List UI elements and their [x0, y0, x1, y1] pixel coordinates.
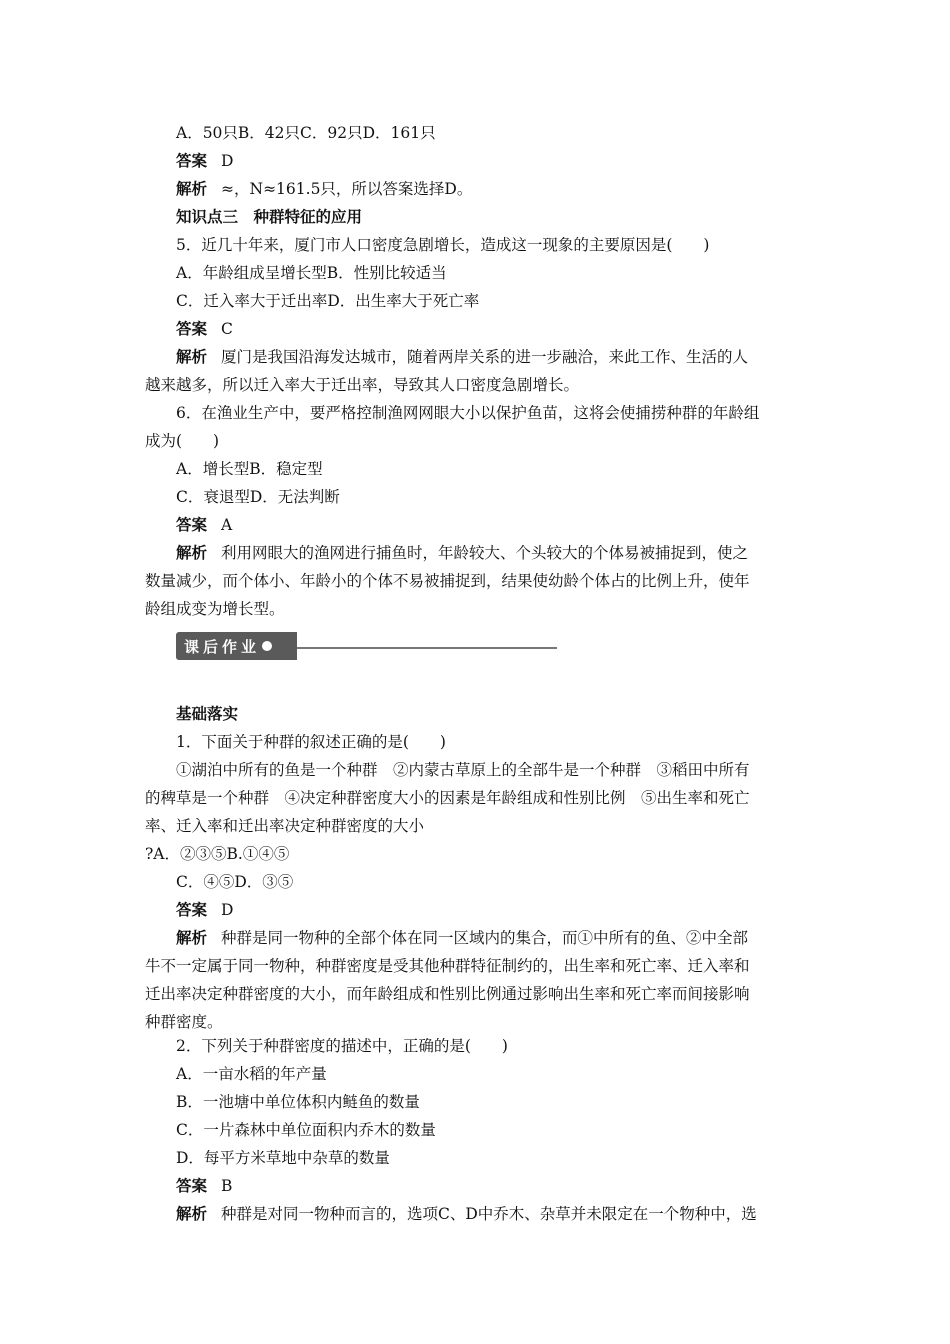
analysis-label: 解析 — [176, 928, 208, 947]
hw1-analysis-cont2: 迁出率决定种群密度的大小，而年龄组成和性别比例通过影响出生率和死亡率而间接影响 — [145, 985, 750, 1003]
analysis-text: 厦门是我国沿海发达城市，随着两岸关系的进一步融洽，来此工作、生活的人 — [221, 348, 749, 366]
q6-analysis — [176, 543, 748, 563]
analysis-label: 解析 — [176, 347, 208, 366]
analysis-text: 种群是对同一物种而言的，选项C、D中乔木、杂草并未限定在一个物种中，选 — [221, 1205, 757, 1223]
hw1-stem: 1．下面关于种群的叙述正确的是( ) — [176, 733, 446, 751]
hw2-option-c: C．一片森林中单位面积内乔木的数量 — [176, 1121, 436, 1139]
answer-label: 答案 — [176, 1176, 208, 1195]
hw1-analysis-cont: 牛不一定属于同一物种，种群密度是受其他种群特征制约的，出生率和死亡率、迁入率和 — [145, 957, 750, 975]
q5-options-ab: A．年龄组成呈增长型B．性别比较适当 — [176, 264, 447, 282]
analysis-text: 种群是同一物种的全部个体在同一区域内的集合，而①中所有的鱼、②中全部 — [221, 929, 749, 947]
banner-rule — [297, 647, 557, 649]
hw2-stem: 2．下列关于种群密度的描述中，正确的是( ) — [176, 1037, 508, 1055]
hw1-analysis-cont3: 种群密度。 — [145, 1013, 223, 1031]
hw2-option-b: B．一池塘中单位体积内鲢鱼的数量 — [176, 1093, 420, 1111]
q6-options-ab: A．增长型B．稳定型 — [176, 460, 323, 478]
hw1-analysis — [176, 928, 748, 948]
hw1-options-cd: C．④⑤D．③⑤ — [176, 873, 294, 891]
hw1-options-ab: ?A．②③⑤B.①④⑤ — [145, 845, 290, 863]
q6-stem-cont: 成为( ) — [145, 432, 220, 450]
answer-label: 答案 — [176, 151, 208, 170]
answer-value: C — [221, 320, 233, 338]
q5-analysis-cont: 越来越多，所以迁入率大于迁出率，导致其人口密度急剧增长。 — [145, 376, 580, 394]
hw2-option-d: D．每平方米草地中杂草的数量 — [176, 1149, 390, 1167]
q4-answer — [176, 151, 233, 171]
q6-analysis-cont2: 龄组成变为增长型。 — [145, 600, 285, 618]
q5-analysis — [176, 347, 748, 367]
hw1-statements-cont: 的稗草是一个种群 ④决定种群密度大小的因素是年龄组成和性别比例 ⑤出生率和死亡 — [145, 789, 750, 807]
answer-label: 答案 — [176, 515, 208, 534]
answer-value: D — [221, 901, 234, 919]
answer-label: 答案 — [176, 319, 208, 338]
analysis-label: 解析 — [176, 543, 208, 562]
analysis-label: 解析 — [176, 179, 208, 198]
banner-label: 课后作业 — [184, 637, 261, 656]
section-heading: 知识点三 种群特征的应用 — [176, 207, 363, 226]
answer-value: B — [221, 1177, 233, 1195]
subsection-heading: 基础落实 — [176, 704, 239, 723]
bullet-dot-icon — [262, 641, 272, 651]
analysis-text: ≈，N≈161.5只，所以答案选择D。 — [221, 180, 473, 198]
q5-stem: 5．近几十年来，厦门市人口密度急剧增长，造成这一现象的主要原因是( ) — [176, 236, 710, 254]
q6-options-cd: C．衰退型D．无法判断 — [176, 488, 340, 506]
hw2-analysis — [176, 1204, 757, 1224]
q5-options-cd: C．迁入率大于迁出率D．出生率大于死亡率 — [176, 292, 480, 310]
q4-options: A．50只B．42只C．92只D．161只 — [176, 124, 436, 142]
q5-answer — [176, 319, 233, 339]
q6-stem: 6．在渔业生产中，要严格控制渔网网眼大小以保护鱼苗，这将会使捕捞种群的年龄组 — [176, 404, 760, 422]
analysis-text: 利用网眼大的渔网进行捕鱼时，年龄较大、个头较大的个体易被捕捉到，使之 — [221, 544, 749, 562]
answer-value: A — [221, 516, 233, 534]
hw2-option-a: A．一亩水稻的年产量 — [176, 1065, 327, 1083]
q6-answer — [176, 515, 232, 535]
hw1-statements: ①湖泊中所有的鱼是一个种群 ②内蒙古草原上的全部牛是一个种群 ③稻田中所有 — [176, 761, 750, 779]
answer-label: 答案 — [176, 900, 208, 919]
analysis-label: 解析 — [176, 1204, 208, 1223]
answer-value: D — [221, 152, 234, 170]
hw2-answer — [176, 1176, 232, 1196]
homework-banner — [176, 632, 297, 660]
q6-analysis-cont: 数量减少，而个体小、年龄小的个体不易被捕捉到，结果使幼龄个体占的比例上升，使年 — [145, 572, 750, 590]
hw1-statements-cont2: 率、迁入率和迁出率决定种群密度的大小 — [145, 817, 425, 835]
q4-analysis — [176, 179, 472, 199]
hw1-answer — [176, 900, 233, 920]
